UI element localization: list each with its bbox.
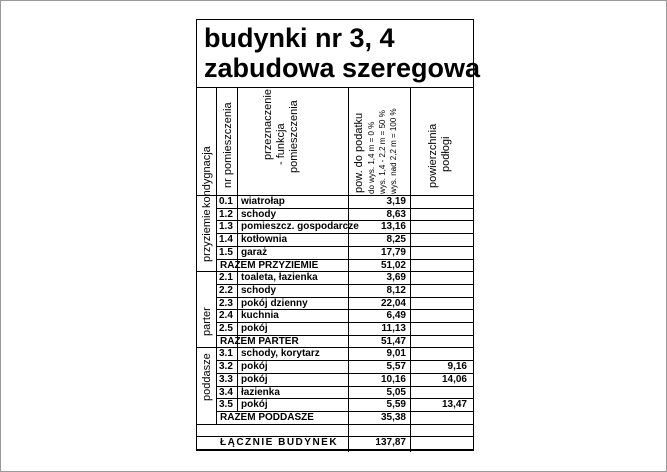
grid-hline xyxy=(216,233,473,234)
table-row xyxy=(197,310,473,322)
room-number: 2.2 xyxy=(219,284,233,296)
room-function: schody xyxy=(241,284,277,296)
document-title xyxy=(197,20,481,88)
floor-przyziemie: przyziemie xyxy=(201,209,213,262)
area-tax-value: 10,16 xyxy=(380,373,406,385)
room-function: pokój dzienny xyxy=(241,297,308,309)
room-function: schody xyxy=(241,208,277,220)
subtotal-label: RAZEM PODDASZE xyxy=(220,411,314,423)
header-pow-2: do wys. 1,4 m = 0 % xyxy=(367,121,376,194)
area-tax-value: 5,57 xyxy=(386,361,406,373)
grid-hline xyxy=(216,398,473,399)
grid-hline xyxy=(216,246,473,247)
grid-hline xyxy=(216,208,473,209)
room-number: 1.4 xyxy=(219,234,233,246)
subtotal-row xyxy=(197,260,473,272)
table-row xyxy=(197,374,473,386)
area-tax-value: 35,38 xyxy=(380,411,406,423)
room-number: 3.3 xyxy=(219,373,233,385)
title-line-2: zabudowa szeregowa xyxy=(204,53,481,83)
area-tax-value: 6,49 xyxy=(386,310,406,322)
area-tax-value: 51,02 xyxy=(380,259,406,271)
grid-hline xyxy=(197,271,473,272)
room-number: 3.2 xyxy=(219,361,233,373)
grid-hline xyxy=(216,411,473,412)
grid-hline xyxy=(216,284,473,285)
room-function: pokój xyxy=(241,323,268,334)
room-function: pokój xyxy=(241,373,268,385)
floor-area-value: 14,06 xyxy=(441,373,467,385)
room-function: łazienka xyxy=(241,386,280,398)
header-pow-3: wys. 1,4 - 2,2 m = 50 % xyxy=(378,110,387,194)
area-tax-value: 9,01 xyxy=(386,348,406,360)
area-tax-value: 11,13 xyxy=(381,323,406,334)
table-row xyxy=(197,272,473,284)
grid-hline xyxy=(216,259,473,260)
room-number: 3.1 xyxy=(219,348,233,360)
room-function: pokój xyxy=(241,399,268,411)
grid-vline xyxy=(348,87,349,452)
room-number: 1.2 xyxy=(219,208,233,220)
header-podloga-1: powierzchnia xyxy=(427,123,439,188)
header-pow-1: pow. do podatku xyxy=(353,112,365,193)
subtotal-label: RAZEM PRZYZIEMIE xyxy=(220,259,319,271)
grid-hline xyxy=(216,373,473,374)
table-row xyxy=(197,285,473,297)
grid-hline xyxy=(197,424,473,425)
room-function: kotłownia xyxy=(241,234,288,246)
area-tax-value: 137,87 xyxy=(375,437,406,449)
area-tax-value: 5,59 xyxy=(386,399,406,411)
grid-hline xyxy=(216,220,473,221)
grid-vline xyxy=(410,87,411,452)
table-row xyxy=(197,234,473,246)
area-tax-value: 22,04 xyxy=(380,297,406,309)
area-tax-value: 8,25 xyxy=(386,234,406,246)
subtotal-row xyxy=(197,412,473,424)
grid-hline xyxy=(216,386,473,387)
room-number: 0.1 xyxy=(219,196,233,207)
table-row xyxy=(197,348,473,360)
room-number: 2.3 xyxy=(219,297,233,309)
grid-hline xyxy=(197,195,473,196)
room-function: toaleta, łazienka xyxy=(241,272,318,284)
room-function: garaż xyxy=(241,246,268,258)
floor-area-value: 9,16 xyxy=(447,361,467,373)
room-function: wiatrołap xyxy=(241,196,285,207)
room-function: schody, korytarz xyxy=(241,348,320,360)
grid-hline xyxy=(197,436,473,437)
grid-hline xyxy=(216,360,473,361)
room-function: pomieszcz. gospodarcze xyxy=(241,221,359,233)
room-function: pokój xyxy=(241,361,268,373)
table-row xyxy=(197,298,473,310)
grid-hline xyxy=(216,309,473,310)
table-row xyxy=(197,361,473,373)
grid-vline xyxy=(216,87,217,424)
room-number: 3.4 xyxy=(219,386,233,398)
grid-hline xyxy=(197,449,473,450)
grid-hline xyxy=(216,322,473,323)
table-row xyxy=(197,323,473,335)
floor-poddasze: poddasze xyxy=(201,353,213,401)
room-number: 2.4 xyxy=(219,310,233,322)
room-function: kuchnia xyxy=(241,310,279,322)
header-funkcja-2: - funkcja xyxy=(275,123,287,165)
header-kondygnacja: kondygnacja xyxy=(201,146,213,208)
room-number: 2.5 xyxy=(219,323,233,334)
table-row xyxy=(197,247,473,259)
area-tax-value: 51,47 xyxy=(380,335,406,347)
header-podloga-2: podłogi xyxy=(440,136,452,172)
header-pow-4: wys. nad 2,2 m = 100 % xyxy=(389,108,398,194)
grid-hline xyxy=(216,335,473,336)
area-tax-value: 13,16 xyxy=(380,221,406,233)
area-tax-value: 8,63 xyxy=(386,208,406,220)
area-tax-value: 8,12 xyxy=(386,284,406,296)
subtotal-row xyxy=(197,336,473,348)
room-number: 2.1 xyxy=(219,272,233,284)
header-nr-pomieszczenia: nr pomieszczenia xyxy=(222,102,234,188)
table-row xyxy=(197,221,473,233)
subtotal-label: RAZEM PARTER xyxy=(220,335,299,347)
grand-total-label: ŁĄCZNIE BUDYNEK xyxy=(220,437,339,449)
table-row xyxy=(197,387,473,399)
room-number: 1.3 xyxy=(219,221,233,233)
area-tax-value: 3,19 xyxy=(386,196,406,207)
area-tax-value: 5,05 xyxy=(386,386,406,398)
floor-area-value: 13,47 xyxy=(441,399,467,411)
header-funkcja-3: pomieszczenia xyxy=(288,100,300,173)
grid-hline xyxy=(197,347,473,348)
table-row xyxy=(197,399,473,411)
grid-hline xyxy=(216,297,473,298)
grand-total-row xyxy=(197,437,473,449)
title-line-1: budynki nr 3, 4 xyxy=(204,23,395,53)
header-funkcja-1: przeznaczenie xyxy=(262,89,274,160)
room-number: 3.5 xyxy=(219,399,233,411)
table-row xyxy=(197,196,473,208)
room-number: 1.5 xyxy=(219,246,233,258)
table-row xyxy=(197,209,473,221)
floor-parter: parter xyxy=(201,307,213,336)
area-tax-value: 3,69 xyxy=(386,272,406,284)
area-tax-value: 17,79 xyxy=(380,246,406,258)
table-row xyxy=(197,425,473,437)
grid-vline xyxy=(237,87,238,411)
area-table-document xyxy=(196,19,481,451)
